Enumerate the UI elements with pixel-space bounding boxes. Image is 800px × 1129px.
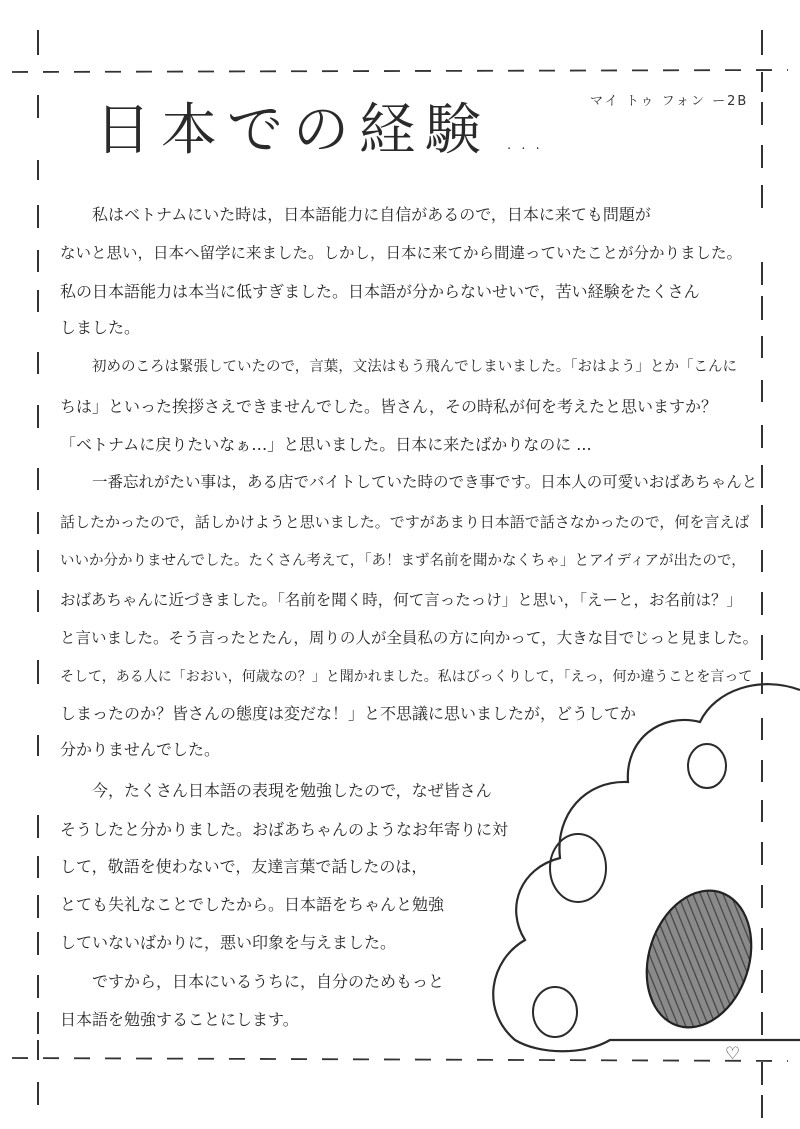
heart-doodle: ♡ bbox=[725, 1044, 741, 1064]
essay-line: 話したかったので，話しかけようと思いました。ですがあまり日本語で話さなかったので，何を言えば bbox=[60, 513, 750, 531]
small-circle-bottom bbox=[533, 987, 577, 1037]
title-ellipsis: ... bbox=[505, 126, 548, 156]
essay-line: そうしたと分かりました。おばあちゃんのようなお年寄りに対 bbox=[60, 820, 509, 839]
essay-line: 一番忘れがたい事は，ある店でバイトしていた時のでき事です。日本人の可愛いおばあちゃんと bbox=[92, 473, 758, 491]
author-name: マイ トゥ フォン ー2B bbox=[590, 94, 749, 109]
essay-line: して，敬語を使わないで，友達言葉で話したのは， bbox=[60, 857, 428, 876]
essay-line: おばあちゃんに近づきました。「名前を聞く時，何て言ったっけ」と思い，「えーと，お名前は？」 bbox=[60, 591, 743, 609]
bottom-dashed-border bbox=[12, 1058, 788, 1061]
essay-line: 私の日本語能力は本当に低すぎました。日本語が分からないせいで，苦い経験をたくさん bbox=[60, 282, 700, 301]
essay-line: 「ベトナムに戻りたいなぁ…」と思いました。日本に来たばかりなのに ... bbox=[60, 435, 592, 454]
essay-line: 初めのころは緊張していたので，言葉，文法はもう飛んでしまいました。「おはよう」とか「こんに bbox=[92, 359, 737, 375]
essay-line: 日本語を勉強することにします。 bbox=[60, 1010, 299, 1029]
essay-line: とても失礼なことでしたから。日本語をちゃんと勉強 bbox=[60, 895, 445, 914]
essay-line: ないと思い，日本へ留学に来ました。しかし，日本に来てから間違っていたことが分かりました。 bbox=[60, 244, 743, 262]
essay-line: ですから，日本にいるうちに，自分のためもっと bbox=[92, 972, 445, 991]
essay-line: そして，ある人に「おおい，何歳なの？」と聞かれました。私はびっくりして，「えっ，何か違うことを言って bbox=[60, 669, 753, 685]
small-circle-top bbox=[688, 744, 726, 788]
essay-title bbox=[95, 100, 548, 162]
essay-line: 分かりませんでした。 bbox=[60, 740, 221, 759]
essay-line: しました。 bbox=[60, 318, 141, 337]
essay-line: いいか分かりませんでした。たくさん考えて，「あ！まず名前を聞かなくちゃ」とアイディアが出たので， bbox=[60, 553, 746, 569]
medium-circle-middle bbox=[550, 834, 606, 902]
essay-title-text: 日本での経験 bbox=[95, 98, 491, 163]
essay-line: していないばかりに，悪い印象を与えました。 bbox=[60, 933, 397, 952]
essay-line: 今，たくさん日本語の表現を勉強したので，なぜ皆さん bbox=[92, 781, 492, 800]
essay-line: しまったのか？皆さんの態度は変だな！」と不思議に思いましたが，どうしてか bbox=[60, 704, 637, 723]
cloud-blob-outline bbox=[493, 684, 800, 1051]
essay-line: ちは」といった挨拶さえできませんでした。皆さん，その時私が何を考えたと思いますか？ bbox=[60, 397, 717, 416]
essay-line: 私はベトナムにいた時は，日本語能力に自信があるので，日本に来ても問題が bbox=[92, 205, 651, 224]
essay-line: と言いました。そう言ったとたん，周りの人が全員私の方に向かって，大きな目でじっと見ました。 bbox=[60, 629, 759, 647]
top-dashed-border bbox=[12, 70, 788, 72]
shaded-circle bbox=[630, 877, 768, 1041]
